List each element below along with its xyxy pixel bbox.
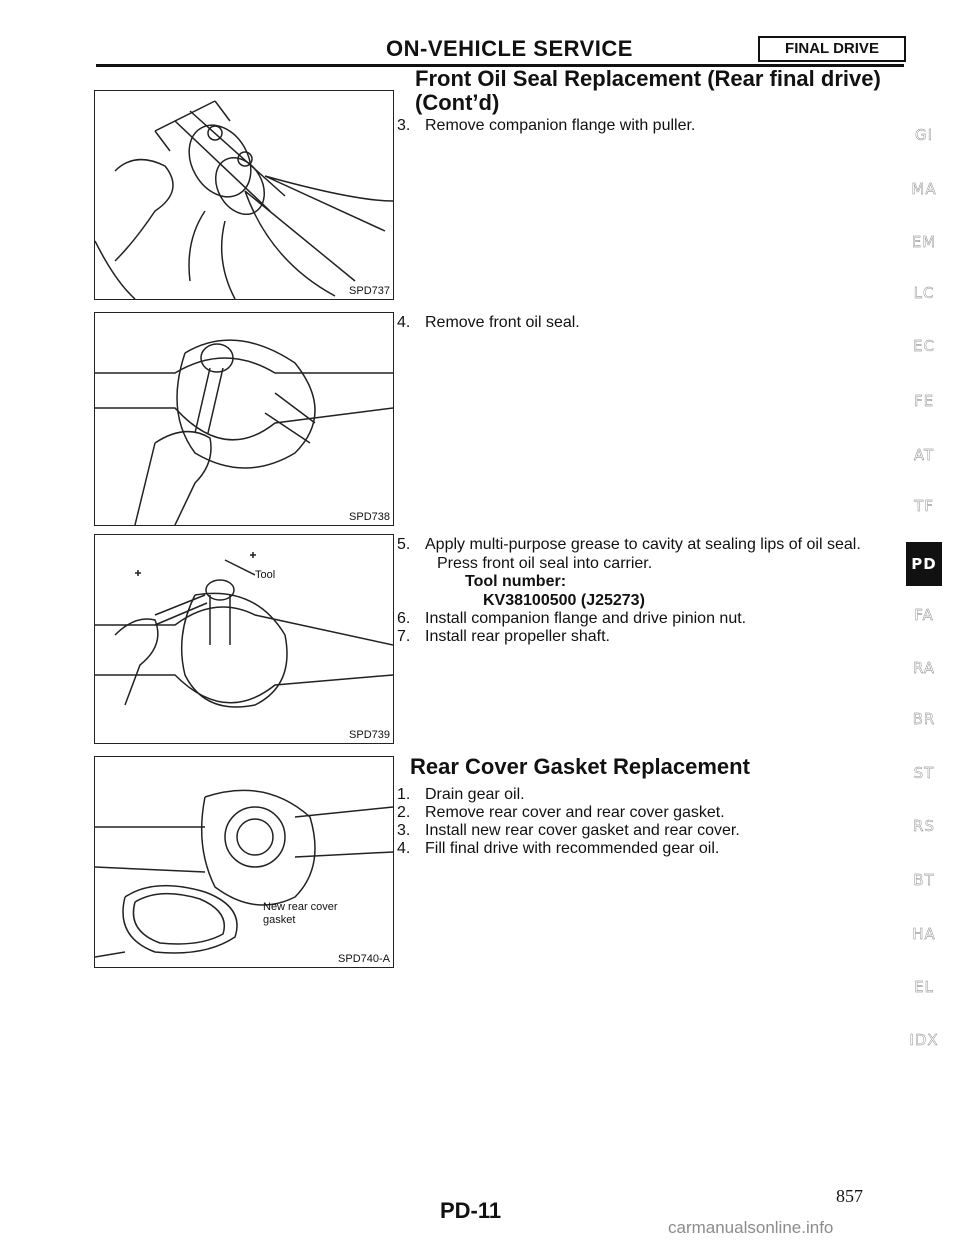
figure-code: SPD740-A bbox=[338, 953, 390, 965]
illustration-oil-seal-removal bbox=[95, 313, 393, 525]
side-tab-em[interactable]: EM bbox=[911, 233, 937, 251]
side-tab-at[interactable]: AT bbox=[913, 446, 935, 464]
figure-code: SPD739 bbox=[349, 729, 390, 741]
step-3 bbox=[397, 117, 897, 135]
step-text: Remove rear cover and rear cover gasket. bbox=[425, 804, 725, 821]
step-6 bbox=[397, 610, 897, 628]
section-badge: FINAL DRIVE bbox=[758, 36, 906, 62]
side-tab-ra[interactable]: RA bbox=[912, 659, 936, 677]
side-tab-el[interactable]: EL bbox=[914, 978, 934, 996]
side-tab-idx[interactable]: IDX bbox=[909, 1031, 939, 1049]
side-tab-st[interactable]: ST bbox=[913, 764, 935, 782]
step-number: 4. bbox=[397, 314, 411, 331]
rear-step-3 bbox=[397, 822, 897, 840]
step-number: 6. bbox=[397, 610, 411, 627]
section-title: Front Oil Seal Replacement (Rear final drive) bbox=[415, 66, 881, 91]
side-tab-gi[interactable]: GI bbox=[914, 126, 934, 144]
gasket-callout-line2: gasket bbox=[263, 914, 296, 926]
tool-number: KV38100500 (J25273) bbox=[483, 592, 645, 609]
tool-label: Tool number: bbox=[465, 573, 567, 590]
illustration-rear-cover-gasket bbox=[95, 757, 393, 967]
figure-spd738 bbox=[94, 312, 394, 526]
step-text: Drain gear oil. bbox=[425, 786, 525, 803]
step-number: 2. bbox=[397, 804, 411, 821]
step-number: 1. bbox=[397, 786, 411, 803]
step-number: 3. bbox=[397, 822, 411, 839]
side-tab-br[interactable]: BR bbox=[912, 710, 936, 728]
illustration-oil-seal-install bbox=[95, 535, 393, 743]
step-text: Apply multi-purpose grease to cavity at sealing lips of oil seal. bbox=[425, 536, 861, 553]
step-number: 5. bbox=[397, 536, 411, 553]
side-tab-ec[interactable]: EC bbox=[913, 337, 935, 355]
step-5 bbox=[397, 536, 897, 554]
figure-code: SPD738 bbox=[349, 511, 390, 523]
rear-step-2 bbox=[397, 804, 897, 822]
section-title-rear-cover: Rear Cover Gasket Replacement bbox=[410, 754, 750, 779]
step-5-cont: Press front oil seal into carrier. bbox=[437, 555, 653, 572]
tool-callout: Tool bbox=[255, 569, 276, 581]
watermark: carmanualsonline.info bbox=[668, 1218, 834, 1237]
step-7 bbox=[397, 628, 897, 646]
side-tab-ha[interactable]: HA bbox=[912, 925, 936, 943]
rear-step-1 bbox=[397, 786, 897, 804]
step-text: Install companion flange and drive pinion nut. bbox=[425, 610, 747, 627]
step-text: Install new rear cover gasket and rear cover. bbox=[425, 822, 740, 839]
side-tab-rs[interactable]: RS bbox=[913, 817, 935, 835]
side-tab-pd-active[interactable]: PD bbox=[906, 542, 942, 586]
page-label: PD-11 bbox=[440, 1198, 502, 1223]
step-number: 4. bbox=[397, 840, 411, 857]
figure-code: SPD737 bbox=[349, 285, 390, 297]
figure-spd737 bbox=[94, 90, 394, 300]
gasket-callout-line1: New rear cover bbox=[263, 901, 338, 913]
step-text: Fill final drive with recommended gear oil. bbox=[425, 840, 720, 857]
rear-step-4 bbox=[397, 840, 897, 858]
step-text: Install rear propeller shaft. bbox=[425, 628, 610, 645]
side-tab-fa[interactable]: FA bbox=[914, 606, 934, 624]
figure-spd740a bbox=[94, 756, 394, 968]
page-number: 857 bbox=[836, 1186, 863, 1206]
step-text: Remove front oil seal. bbox=[425, 314, 580, 331]
step-number: 7. bbox=[397, 628, 411, 645]
section-title-cont: (Cont’d) bbox=[415, 90, 500, 115]
page-header-title: ON-VEHICLE SERVICE bbox=[386, 36, 633, 61]
side-tab-fe[interactable]: FE bbox=[913, 392, 935, 410]
illustration-puller bbox=[95, 91, 393, 299]
step-4 bbox=[397, 314, 897, 332]
side-tab-bt[interactable]: BT bbox=[913, 871, 935, 889]
step-text: Remove companion flange with puller. bbox=[425, 117, 696, 134]
side-tab-lc[interactable]: LC bbox=[913, 284, 935, 302]
side-tab-tf[interactable]: TF bbox=[914, 497, 934, 515]
step-number: 3. bbox=[397, 117, 411, 134]
figure-spd739 bbox=[94, 534, 394, 744]
side-tab-ma[interactable]: MA bbox=[911, 180, 937, 198]
